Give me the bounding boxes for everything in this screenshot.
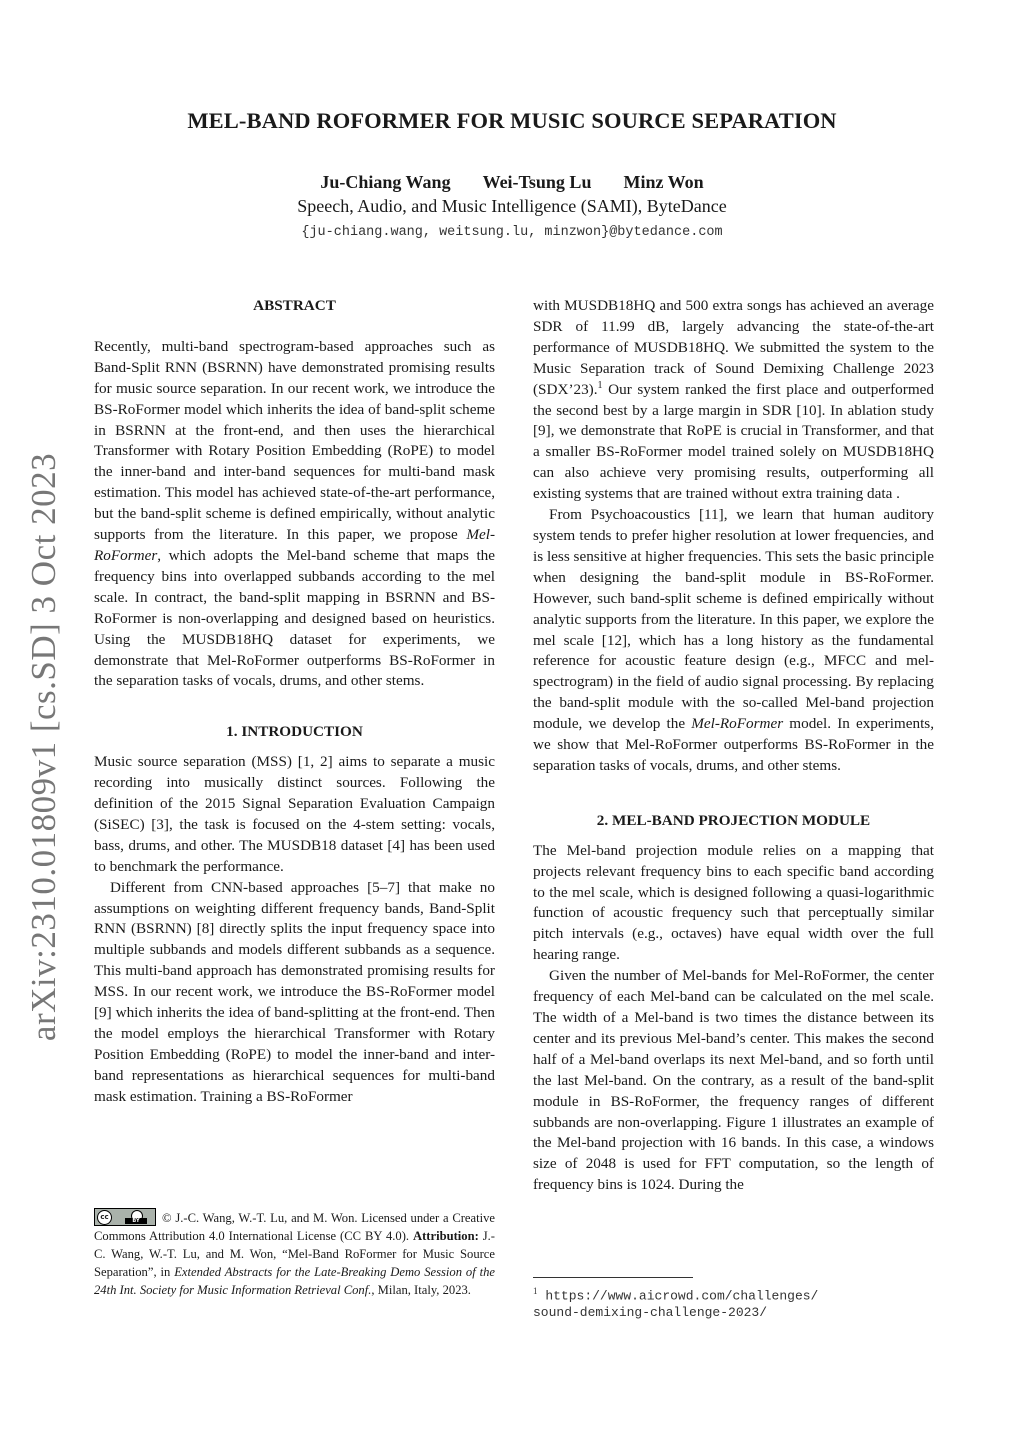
attribution-label: Attribution: xyxy=(413,1229,479,1243)
section-2-heading: 2. MEL-BAND PROJECTION MODULE xyxy=(596,811,871,829)
intro-paragraph: Music source separation (MSS) [1, 2] aims to separate a music recording into musically distinct sources. Following the definition of the 2015 Signal Separation Evaluation Campaign (SiSEC) [3], the task is focused on the 4-stem setting: vocals, bass, drums, and other. The MUSDB18 dataset [4] has been used to benchmark the performance. xyxy=(94,753,495,875)
author-list xyxy=(0,172,1024,193)
abstract-heading: ABSTRACT xyxy=(253,297,336,314)
right-column xyxy=(533,296,934,1196)
footnote-divider xyxy=(533,1277,693,1278)
author-name: Wei-Tsung Lu xyxy=(482,172,592,192)
author-emails: {ju-chiang.wang, weitsung.lu, minzwon}@bytedance.com xyxy=(301,225,723,240)
author-name: Ju-Chiang Wang xyxy=(320,172,451,192)
footnote-number: 1 xyxy=(533,1286,538,1296)
left-column xyxy=(94,296,495,1108)
intro-paragraph: Different from CNN-based approaches [5–7] that make no assumptions on weighting different frequency bands, Band-Split RNN (BSRNN) [8] directly splits the input frequency space into multiple subbands and models different subbands as a sequence. This multi-band approach has demonstrated promising results for MSS. In our recent work, we introduce the BS-RoFormer model [9] which inherits the idea of band-splitting at the front-end. Then the model employs the hierarchical Transformer with Rotary Position Embedding (RoPE) to model the inner-band and inter-band representations as hierarchical sequences for multi-band mask estimation. Training a BS-RoFormer xyxy=(94,878,495,1105)
introduction-heading: 1. INTRODUCTION xyxy=(226,723,363,741)
footnote-link-continued[interactable]: sound-demixing-challenge-2023/ xyxy=(533,1305,768,1321)
intro-paragraph-continued: with MUSDB18HQ and 500 extra songs has achieved an average SDR of 11.99 dB, largely advancing the state-of-the-art performance of MUSDB18HQ. We submitted the system to the Music Separation track of Sound Demixing Challenge 2023 (SDX’23).$^1$ Our system ranked the first place and outperformed the second best by a large margin in SDR [10]. In ablation study [9], we demonstrate that RoPE is crucial in Transformer, and that a smaller BS-RoFormer model trained solely on MUSDB18HQ can also achieve very promising results, outperforming all existing systems that are trained without extra training data . xyxy=(533,297,934,503)
footnote xyxy=(533,1283,953,1321)
cc-by-license-badge-icon: cc BY xyxy=(94,1208,156,1226)
intro-paragraph: From Psychoacoustics [11], we learn that human auditory system tends to prefer higher resolution at lower frequencies, and is less sensitive at higher frequencies. This sets the basic principle when designing the band-split module in BS-RoFormer. However, such band-split scheme is defined empirically without analytic supports from the literature. In this paper, we explore the mel scale [12], which has a long history as the fundamental reference for acoustic feature design (e.g., MFCC and mel-spectrogram) in the field of audio signal processing. By replacing the band-split module with the so-called Mel-band projection module, we develop the Mel-RoFormer model. In experiments, we show that Mel-RoFormer outperforms BS-RoFormer in the separation tasks of vocals, drums, and other stems. xyxy=(533,506,934,774)
arxiv-identifier-stamp: arXiv:2310.01809v1 [cs.SD] 3 Oct 2023 xyxy=(24,452,63,1042)
footnote-link[interactable]: https://www.aicrowd.com/challenges/ xyxy=(545,1288,819,1304)
license-notice: cc BY © J.-C. Wang, W.-T. Lu, and M. Won. Licensed under a Creative Commons Attribution 4.0 International License (CC BY 4.0). Attribution: J.-C. Wang, W.-T. Lu, and M. Won, “Mel-Band RoFormer for Music Source Separation”, in Extended Abstracts for the Late-Breaking Demo Session of the 24th Int. Society for Music Information Retrieval Conf., Milan, Italy, 2023. xyxy=(94,1208,495,1299)
footnote-marker: 1 xyxy=(597,379,603,391)
section-2-paragraph: The Mel-band projection module relies on a mapping that projects relevant frequency bins to each specific band according to the mel scale, which is designed following a quasi-logarithmic function of acoustic frequency such that perceptually similar pitch intervals (e.g., octaves) have equal width over the full hearing range. xyxy=(533,841,934,964)
abstract-text: Recently, multi-band spectrogram-based approaches such as Band-Split RNN (BSRNN) have demonstrated promising results for music source separation. In our recent work, we introduce the BS-RoFormer model which inherits the idea of band-split scheme in BSRNN at the front-end, and then uses the hierarchical Transformer with Rotary Position Embedding (RoPE) to model the inner-band and inter-band sequences for multi-band mask estimation. This model has achieved state-of-the-art performance, but the band-split scheme is defined empirically, without analytic supports from the literature. In this paper, we propose Mel-RoFormer, which adopts the Mel-band scheme that maps the frequency bins into overlapped subbands according to the mel scale. In contract, the band-split mapping in BSRNN and BS-RoFormer is non-overlapping and designed based on heuristics. Using the MUSDB18HQ dataset for experiments, we demonstrate that Mel-RoFormer outperforms BS-RoFormer in the separation tasks of vocals, drums, and other stems. xyxy=(94,337,495,690)
section-2-paragraph: Given the number of Mel-bands for Mel-RoFormer, the center frequency of each Mel-band can be calculated on the mel scale. The width of a Mel-band is two times the distance between its center and its previous Mel-band’s center. This makes the second half of a Mel-band overlaps its next Mel-band, and so forth until the last Mel-band. On the contrary, as a result of the band-split module in BS-RoFormer, the frequency ranges of different subbands are non-overlapping. Figure 1 illustrates an example of the Mel-band projection with 16 bands. In this case, a windows size of 2048 is used for FFT computation, so the length of frequency bins is 1024. During the xyxy=(533,967,934,1194)
affiliation: Speech, Audio, and Music Intelligence (SAMI), ByteDance xyxy=(297,196,727,216)
paper-title: MEL-BAND ROFORMER FOR MUSIC SOURCE SEPARATION xyxy=(187,108,837,133)
author-name: Minz Won xyxy=(623,172,704,192)
